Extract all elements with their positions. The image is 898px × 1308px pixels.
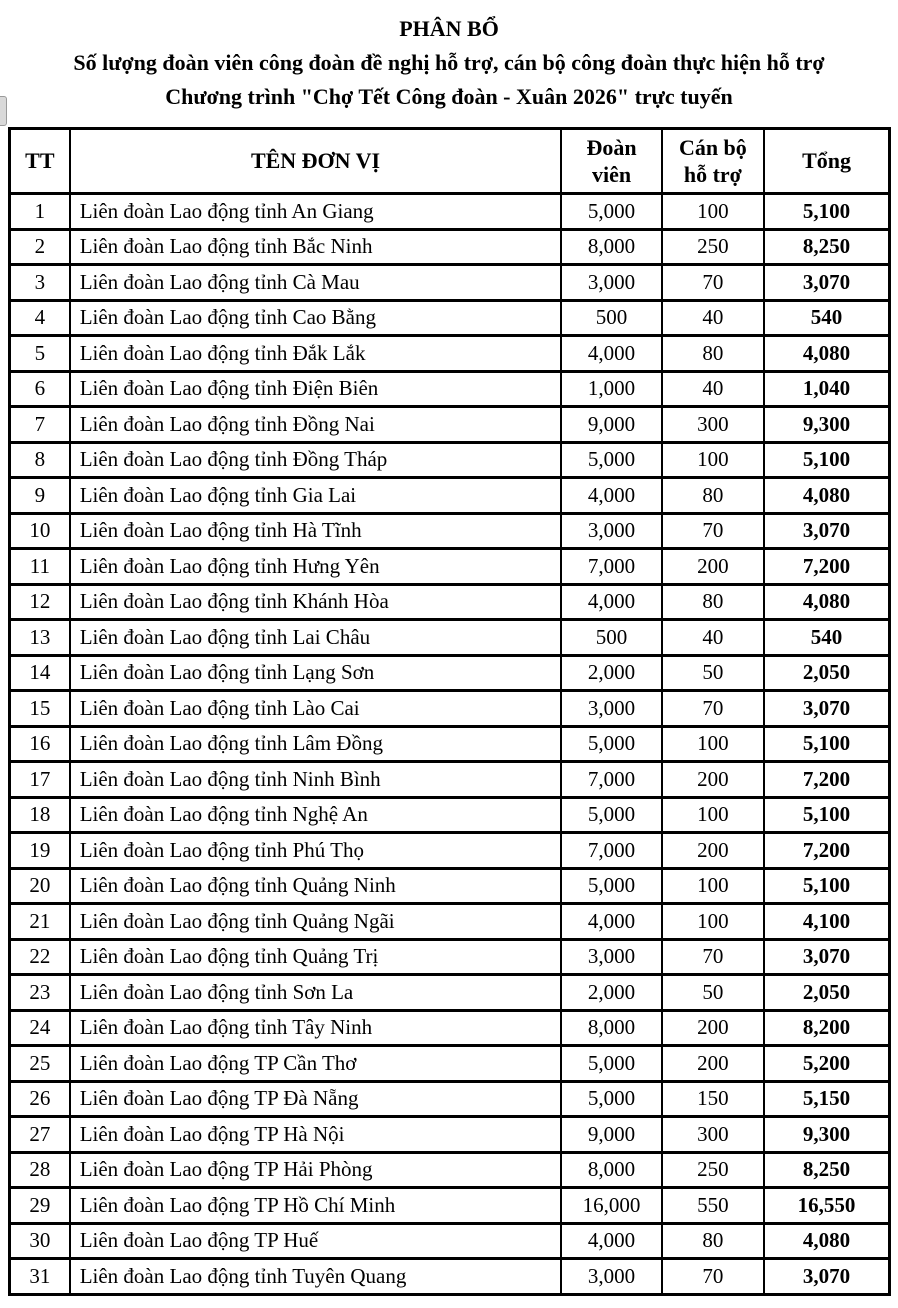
cell-tong: 540	[764, 300, 889, 336]
cell-unit-name: Liên đoàn Lao động tỉnh Đồng Nai	[70, 407, 562, 443]
cell-doan-vien: 3,000	[561, 265, 661, 301]
cell-unit-name: Liên đoàn Lao động TP Hải Phòng	[70, 1152, 562, 1188]
cell-can-bo: 100	[662, 868, 764, 904]
cell-unit-name: Liên đoàn Lao động tỉnh Quảng Ninh	[70, 868, 562, 904]
cell-can-bo: 70	[662, 939, 764, 975]
cell-can-bo: 40	[662, 371, 764, 407]
cell-tong: 3,070	[764, 265, 889, 301]
cell-tt: 9	[10, 478, 70, 514]
cell-can-bo: 200	[662, 1046, 764, 1082]
cell-unit-name: Liên đoàn Lao động tỉnh Tuyên Quang	[70, 1259, 562, 1295]
cell-tt: 15	[10, 691, 70, 727]
cell-unit-name: Liên đoàn Lao động tỉnh Cao Bằng	[70, 300, 562, 336]
table-row	[10, 513, 890, 549]
cell-tt: 22	[10, 939, 70, 975]
cell-can-bo: 150	[662, 1081, 764, 1117]
table-header-row	[10, 129, 890, 194]
document-title	[0, 0, 898, 114]
header-tong: Tổng	[764, 129, 889, 194]
table-row	[10, 868, 890, 904]
cell-tt: 24	[10, 1010, 70, 1046]
table-row	[10, 229, 890, 265]
cell-unit-name: Liên đoàn Lao động tỉnh Đắk Lắk	[70, 336, 562, 372]
cell-tong: 7,200	[764, 833, 889, 869]
cell-can-bo: 100	[662, 194, 764, 230]
cell-tt: 17	[10, 762, 70, 798]
table-row	[10, 726, 890, 762]
cell-tong: 4,080	[764, 478, 889, 514]
cell-doan-vien: 4,000	[561, 336, 661, 372]
cell-doan-vien: 7,000	[561, 833, 661, 869]
header-doan-vien: Đoàn viên	[561, 129, 661, 194]
table-row	[10, 655, 890, 691]
table-row	[10, 194, 890, 230]
cell-tt: 20	[10, 868, 70, 904]
cell-doan-vien: 500	[561, 620, 661, 656]
cell-doan-vien: 16,000	[561, 1188, 661, 1224]
cell-tong: 3,070	[764, 1259, 889, 1295]
cell-doan-vien: 1,000	[561, 371, 661, 407]
cell-tong: 5,150	[764, 1081, 889, 1117]
cell-can-bo: 50	[662, 975, 764, 1011]
cell-tong: 5,100	[764, 442, 889, 478]
table-row	[10, 1188, 890, 1224]
cell-doan-vien: 3,000	[561, 939, 661, 975]
cell-unit-name: Liên đoàn Lao động tỉnh Đồng Tháp	[70, 442, 562, 478]
cell-tt: 28	[10, 1152, 70, 1188]
cell-doan-vien: 5,000	[561, 194, 661, 230]
cell-unit-name: Liên đoàn Lao động TP Hà Nội	[70, 1117, 562, 1153]
cell-unit-name: Liên đoàn Lao động TP Cần Thơ	[70, 1046, 562, 1082]
cell-doan-vien: 9,000	[561, 1117, 661, 1153]
cell-doan-vien: 4,000	[561, 478, 661, 514]
cell-unit-name: Liên đoàn Lao động tỉnh Sơn La	[70, 975, 562, 1011]
table-row	[10, 407, 890, 443]
cell-unit-name: Liên đoàn Lao động tỉnh Quảng Trị	[70, 939, 562, 975]
cell-tt: 13	[10, 620, 70, 656]
cell-doan-vien: 3,000	[561, 1259, 661, 1295]
cell-doan-vien: 5,000	[561, 1081, 661, 1117]
cell-tong: 9,300	[764, 1117, 889, 1153]
cell-tt: 7	[10, 407, 70, 443]
cell-tt: 14	[10, 655, 70, 691]
cell-tt: 3	[10, 265, 70, 301]
cell-can-bo: 250	[662, 229, 764, 265]
table-row	[10, 265, 890, 301]
cell-can-bo: 200	[662, 1010, 764, 1046]
cell-can-bo: 40	[662, 620, 764, 656]
table-row	[10, 691, 890, 727]
cell-unit-name: Liên đoàn Lao động tỉnh Gia Lai	[70, 478, 562, 514]
cell-unit-name: Liên đoàn Lao động tỉnh Ninh Bình	[70, 762, 562, 798]
cell-tong: 5,100	[764, 797, 889, 833]
cell-tong: 4,100	[764, 904, 889, 940]
cell-doan-vien: 9,000	[561, 407, 661, 443]
cell-tong: 1,040	[764, 371, 889, 407]
title-line-2: Số lượng đoàn viên công đoàn đề nghị hỗ trợ, cán bộ công đoàn thực hiện hỗ trợ	[73, 50, 825, 75]
cell-doan-vien: 7,000	[561, 549, 661, 585]
cell-can-bo: 70	[662, 513, 764, 549]
table-row	[10, 620, 890, 656]
cell-tt: 4	[10, 300, 70, 336]
table-row	[10, 371, 890, 407]
cell-unit-name: Liên đoàn Lao động tỉnh Hưng Yên	[70, 549, 562, 585]
cell-can-bo: 50	[662, 655, 764, 691]
cell-unit-name: Liên đoàn Lao động tỉnh Cà Mau	[70, 265, 562, 301]
title-line-3: Chương trình "Chợ Tết Công đoàn - Xuân 2026" trực tuyến	[165, 84, 733, 109]
cell-tong: 3,070	[764, 513, 889, 549]
cell-can-bo: 80	[662, 478, 764, 514]
cell-can-bo: 250	[662, 1152, 764, 1188]
cell-doan-vien: 5,000	[561, 1046, 661, 1082]
cell-unit-name: Liên đoàn Lao động tỉnh An Giang	[70, 194, 562, 230]
table-row	[10, 975, 890, 1011]
cell-tong: 3,070	[764, 939, 889, 975]
header-ten-don-vi: TÊN ĐƠN VỊ	[70, 129, 562, 194]
cell-doan-vien: 4,000	[561, 1223, 661, 1259]
table-row	[10, 797, 890, 833]
cell-unit-name: Liên đoàn Lao động tỉnh Khánh Hòa	[70, 584, 562, 620]
title-line-1: PHÂN BỔ	[399, 16, 499, 41]
cell-tt: 27	[10, 1117, 70, 1153]
cell-can-bo: 80	[662, 1223, 764, 1259]
table-body	[10, 194, 890, 1295]
cell-unit-name: Liên đoàn Lao động tỉnh Lâm Đồng	[70, 726, 562, 762]
cell-tong: 16,550	[764, 1188, 889, 1224]
table-row	[10, 1046, 890, 1082]
cell-can-bo: 70	[662, 1259, 764, 1295]
cell-unit-name: Liên đoàn Lao động tỉnh Bắc Ninh	[70, 229, 562, 265]
table-row	[10, 1223, 890, 1259]
cell-tt: 31	[10, 1259, 70, 1295]
cell-doan-vien: 4,000	[561, 584, 661, 620]
cell-tt: 6	[10, 371, 70, 407]
cell-can-bo: 200	[662, 549, 764, 585]
table-row	[10, 1259, 890, 1295]
cell-unit-name: Liên đoàn Lao động tỉnh Điện Biên	[70, 371, 562, 407]
cell-tong: 7,200	[764, 549, 889, 585]
cell-tong: 5,100	[764, 194, 889, 230]
table-row	[10, 939, 890, 975]
cell-tong: 7,200	[764, 762, 889, 798]
cell-tt: 30	[10, 1223, 70, 1259]
cell-doan-vien: 3,000	[561, 691, 661, 727]
cell-can-bo: 550	[662, 1188, 764, 1224]
cell-can-bo: 80	[662, 336, 764, 372]
table-row	[10, 336, 890, 372]
cell-can-bo: 40	[662, 300, 764, 336]
cell-doan-vien: 2,000	[561, 655, 661, 691]
cell-tt: 26	[10, 1081, 70, 1117]
cell-doan-vien: 8,000	[561, 1152, 661, 1188]
cell-unit-name: Liên đoàn Lao động tỉnh Lào Cai	[70, 691, 562, 727]
cell-doan-vien: 5,000	[561, 726, 661, 762]
cell-tong: 540	[764, 620, 889, 656]
cell-tt: 16	[10, 726, 70, 762]
cell-doan-vien: 7,000	[561, 762, 661, 798]
cell-unit-name: Liên đoàn Lao động tỉnh Nghệ An	[70, 797, 562, 833]
cell-tt: 23	[10, 975, 70, 1011]
cell-can-bo: 100	[662, 904, 764, 940]
cell-can-bo: 70	[662, 265, 764, 301]
cell-unit-name: Liên đoàn Lao động tỉnh Quảng Ngãi	[70, 904, 562, 940]
table-row	[10, 1152, 890, 1188]
scroll-handle-icon[interactable]	[0, 96, 7, 126]
cell-tt: 8	[10, 442, 70, 478]
cell-can-bo: 100	[662, 442, 764, 478]
cell-doan-vien: 4,000	[561, 904, 661, 940]
table-row	[10, 1081, 890, 1117]
cell-unit-name: Liên đoàn Lao động tỉnh Tây Ninh	[70, 1010, 562, 1046]
cell-tong: 5,100	[764, 868, 889, 904]
cell-tong: 5,100	[764, 726, 889, 762]
cell-unit-name: Liên đoàn Lao động TP Hồ Chí Minh	[70, 1188, 562, 1224]
cell-can-bo: 100	[662, 726, 764, 762]
cell-doan-vien: 5,000	[561, 442, 661, 478]
cell-doan-vien: 2,000	[561, 975, 661, 1011]
cell-tt: 5	[10, 336, 70, 372]
header-tt: TT	[10, 129, 70, 194]
table-row	[10, 762, 890, 798]
table-row	[10, 904, 890, 940]
cell-unit-name: Liên đoàn Lao động TP Đà Nẵng	[70, 1081, 562, 1117]
cell-can-bo: 70	[662, 691, 764, 727]
cell-tong: 2,050	[764, 975, 889, 1011]
cell-doan-vien: 8,000	[561, 1010, 661, 1046]
cell-tt: 10	[10, 513, 70, 549]
cell-tt: 11	[10, 549, 70, 585]
cell-tong: 3,070	[764, 691, 889, 727]
cell-tong: 5,200	[764, 1046, 889, 1082]
table-row	[10, 300, 890, 336]
cell-can-bo: 200	[662, 833, 764, 869]
cell-tong: 8,200	[764, 1010, 889, 1046]
cell-tong: 4,080	[764, 584, 889, 620]
table-row	[10, 442, 890, 478]
cell-tt: 29	[10, 1188, 70, 1224]
cell-tong: 4,080	[764, 336, 889, 372]
cell-unit-name: Liên đoàn Lao động tỉnh Phú Thọ	[70, 833, 562, 869]
table-row	[10, 1117, 890, 1153]
cell-doan-vien: 8,000	[561, 229, 661, 265]
cell-tong: 2,050	[764, 655, 889, 691]
cell-doan-vien: 500	[561, 300, 661, 336]
allocation-table	[8, 127, 891, 1296]
cell-doan-vien: 5,000	[561, 797, 661, 833]
cell-unit-name: Liên đoàn Lao động tỉnh Lai Châu	[70, 620, 562, 656]
cell-unit-name: Liên đoàn Lao động tỉnh Hà Tĩnh	[70, 513, 562, 549]
cell-doan-vien: 5,000	[561, 868, 661, 904]
cell-can-bo: 300	[662, 1117, 764, 1153]
table-row	[10, 833, 890, 869]
cell-tt: 18	[10, 797, 70, 833]
cell-tt: 2	[10, 229, 70, 265]
table-row	[10, 1010, 890, 1046]
cell-tong: 9,300	[764, 407, 889, 443]
cell-can-bo: 100	[662, 797, 764, 833]
cell-can-bo: 80	[662, 584, 764, 620]
cell-doan-vien: 3,000	[561, 513, 661, 549]
header-can-bo-ho-tro: Cán bộ hỗ trợ	[662, 129, 764, 194]
cell-can-bo: 300	[662, 407, 764, 443]
cell-tong: 8,250	[764, 229, 889, 265]
table-row	[10, 549, 890, 585]
cell-tt: 25	[10, 1046, 70, 1082]
cell-unit-name: Liên đoàn Lao động TP Huế	[70, 1223, 562, 1259]
cell-tong: 8,250	[764, 1152, 889, 1188]
cell-tt: 21	[10, 904, 70, 940]
cell-tong: 4,080	[764, 1223, 889, 1259]
table-row	[10, 584, 890, 620]
cell-can-bo: 200	[662, 762, 764, 798]
cell-unit-name: Liên đoàn Lao động tỉnh Lạng Sơn	[70, 655, 562, 691]
table-row	[10, 478, 890, 514]
cell-tt: 12	[10, 584, 70, 620]
cell-tt: 19	[10, 833, 70, 869]
cell-tt: 1	[10, 194, 70, 230]
